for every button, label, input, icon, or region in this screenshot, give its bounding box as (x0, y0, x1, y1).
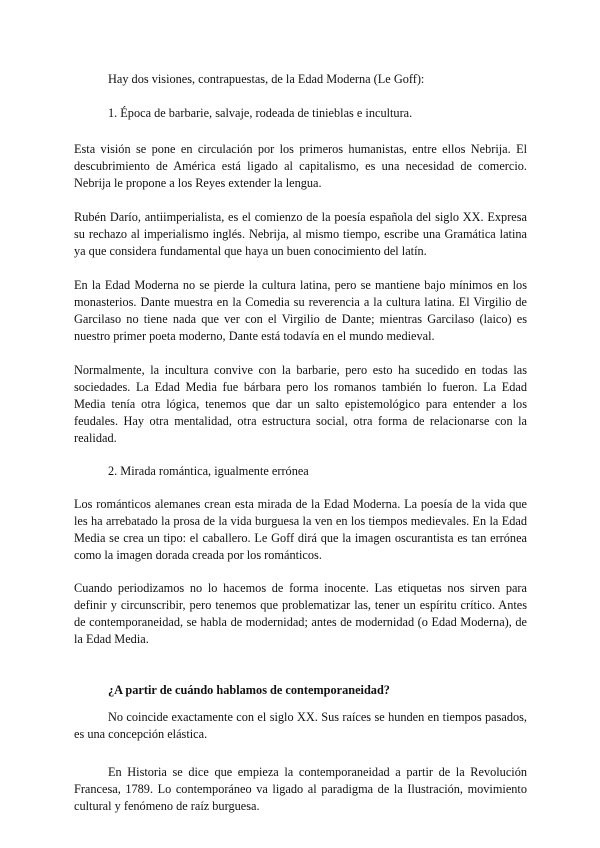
document-body (74, 71, 527, 815)
section-1-title: 1. Época de barbarie, salvaje, rodeada de tinieblas e incultura. (108, 106, 413, 120)
paragraph-twentieth-century: No coincide exactamente con el siglo XX. Sus raíces se hunden en tiempos pasados, es una concepción elástica. (74, 710, 527, 741)
paragraph-barbarism: Normalmente, la incultura convive con la barbarie, pero esto ha sucedido en todas las sociedades. La Edad Media fue bárbara pero los romanos también lo fueron. La Edad Media tenía otra lógica, tenemos que dar un salto epistemológico para entender a los feudales. Hay otra mentalidad, otra estructura social, otra forma de relacionarse con la realidad. (74, 363, 527, 445)
paragraph-latin-culture: En la Edad Moderna no se pierde la cultura latina, pero se mantiene bajo mínimos en los monasterios. Dante muestra en la Comedia su reverencia a la cultura latina. El Virgilio de Garcilaso no tiene nada que ver con el Virgilio de Dante; mientras Garcilaso (laico) es nuestro primer poeta moderno, Dante está todavía en el mundo medieval. (74, 278, 527, 343)
section-2-title: 2. Mirada romántica, igualmente errónea (108, 464, 309, 478)
paragraph-ruben-dario: Rubén Darío, antiimperialista, es el comienzo de la poesía española del siglo XX. Expresa su rechazo al imperialismo inglés. Nebrija, al mismo tiempo, escribe una Gramática latina ya que considera fundamental que haya un buen conocimiento del latín. (74, 210, 527, 258)
paragraph-periodization: Cuando periodizamos no lo hacemos de forma inocente. Las etiquetas nos sirven para definir y circunscribir, pero tenemos que problematizar las, tener un espíritu crítico. Antes de contemporaneidad, se habla de modernidad; antes de modernidad (o Edad Moderna), de la Edad Media. (74, 581, 527, 646)
contemporaneity-heading: ¿A partir de cuándo hablamos de contemporaneidad? (108, 683, 390, 697)
paragraph-humanists: Esta visión se pone en circulación por los primeros humanistas, entre ellos Nebrija. El descubrimiento de América está ligado al capitalismo, es una necesidad de comercio. Nebrija le propone a los Reyes extender la lengua. (74, 142, 527, 190)
intro-line: Hay dos visiones, contrapuestas, de la Edad Moderna (Le Goff): (108, 72, 425, 86)
paragraph-romantics: Los románticos alemanes crean esta mirada de la Edad Moderna. La poesía de la vida que les ha arrebatado la prosa de la vida burguesa la ven en los tiempos medievales. En la Edad Media se crea un tipo: el caballero. Le Goff dirá que la imagen oscurantista es tan errónea como la imagen dorada creada por los románticos. (74, 497, 527, 562)
paragraph-french-revolution: En Historia se dice que empieza la contemporaneidad a partir de la Revolución Francesa, 1789. Lo contemporáneo va ligado al paradigma de la Ilustración, movimiento cultural y fenómeno de raíz burguesa. (74, 765, 527, 813)
